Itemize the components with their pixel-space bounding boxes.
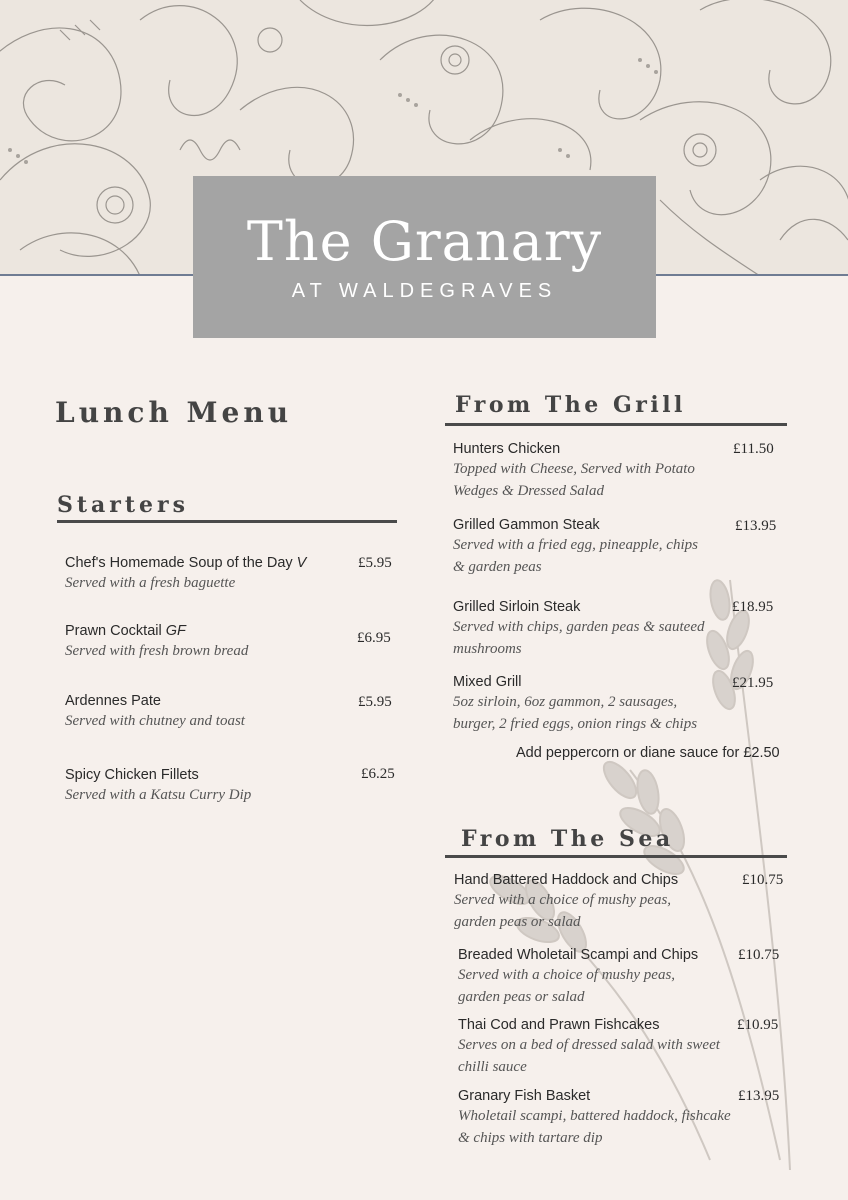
grill-heading: From The Grill: [455, 392, 686, 418]
item-name: Grilled Gammon Steak: [453, 517, 600, 533]
sea-divider: [445, 855, 787, 858]
sea-heading: From The Sea: [461, 826, 674, 852]
item-name: Chef's Homemade Soup of the Day V: [65, 555, 307, 571]
grill-item: [453, 515, 698, 578]
item-name: Mixed Grill: [453, 674, 522, 690]
item-description: & chips with tartare dip: [458, 1129, 603, 1146]
item-description: Served with a Katsu Curry Dip: [65, 787, 252, 803]
sea-item: [458, 1015, 720, 1078]
starter-item: [65, 553, 306, 595]
sea-item: [458, 1086, 731, 1149]
item-name: Granary Fish Basket: [458, 1088, 591, 1104]
item-price: £10.75: [738, 947, 780, 963]
grill-item: [453, 672, 697, 735]
starters-heading: Starters: [57, 492, 190, 518]
diet-label: V: [296, 555, 307, 571]
starter-item: [65, 691, 245, 733]
starters-divider: [57, 520, 397, 523]
sauce-note: Add peppercorn or diane sauce for £2.50: [516, 745, 780, 761]
item-price: £10.95: [737, 1017, 779, 1033]
title-box: [193, 176, 656, 338]
item-price: £18.95: [732, 599, 774, 615]
item-description: Served with a fried egg, pineapple, chips: [453, 537, 698, 553]
grill-divider: [445, 423, 787, 426]
item-description: Served with fresh brown bread: [65, 643, 249, 659]
item-description: & garden peas: [453, 558, 542, 575]
item-name: Breaded Wholetail Scampi and Chips: [458, 947, 699, 963]
item-description: Wholetail scampi, battered haddock, fishcake: [458, 1108, 731, 1124]
item-price: £11.50: [733, 441, 774, 457]
sea-item: [458, 945, 698, 1008]
sea-item: [454, 870, 678, 933]
starter-item: [65, 765, 251, 807]
item-price: £13.95: [735, 518, 777, 534]
item-price: £21.95: [732, 675, 774, 691]
item-description: mushrooms: [453, 640, 522, 657]
item-price: £10.75: [742, 872, 784, 888]
restaurant-name: The Granary: [246, 210, 603, 273]
item-name: Prawn Cocktail GF: [65, 623, 186, 639]
grill-item: [453, 597, 704, 660]
item-description: Wedges & Dressed Salad: [453, 482, 604, 499]
menu-title: Lunch Menu: [55, 396, 293, 429]
item-description: Served with a choice of mushy peas,: [458, 967, 676, 983]
item-name: Ardennes Pate: [65, 693, 161, 709]
item-description: 5oz sirloin, 6oz gammon, 2 sausages,: [453, 694, 678, 710]
item-price: £6.25: [361, 766, 395, 782]
item-price: £5.95: [358, 694, 392, 710]
starter-item: [65, 621, 248, 663]
diet-label: GF: [165, 623, 186, 639]
item-name: Spicy Chicken Fillets: [65, 767, 199, 783]
grill-item: [453, 439, 695, 502]
item-name: Hunters Chicken: [453, 441, 561, 457]
item-description: Served with a fresh baguette: [65, 575, 236, 591]
item-name: Thai Cod and Prawn Fishcakes: [458, 1017, 660, 1033]
restaurant-subtitle: AT WALDEGRAVES: [291, 280, 558, 302]
item-description: Served with chips, garden peas & sauteed: [453, 619, 705, 635]
item-price: £6.95: [357, 630, 391, 646]
item-price: £5.95: [358, 555, 392, 571]
item-name: Hand Battered Haddock and Chips: [454, 872, 679, 888]
item-name: Grilled Sirloin Steak: [453, 599, 581, 615]
item-description: Serves on a bed of dressed salad with sweet: [458, 1037, 720, 1053]
item-price: £13.95: [738, 1088, 780, 1104]
item-description: garden peas or salad: [458, 988, 585, 1005]
item-description: Served with chutney and toast: [65, 713, 245, 729]
item-description: chilli sauce: [458, 1058, 527, 1075]
item-description: Served with a choice of mushy peas,: [454, 892, 672, 908]
item-description: burger, 2 fried eggs, onion rings & chips: [453, 715, 698, 732]
item-description: garden peas or salad: [454, 913, 581, 930]
item-description: Topped with Cheese, Served with Potato: [453, 461, 695, 477]
